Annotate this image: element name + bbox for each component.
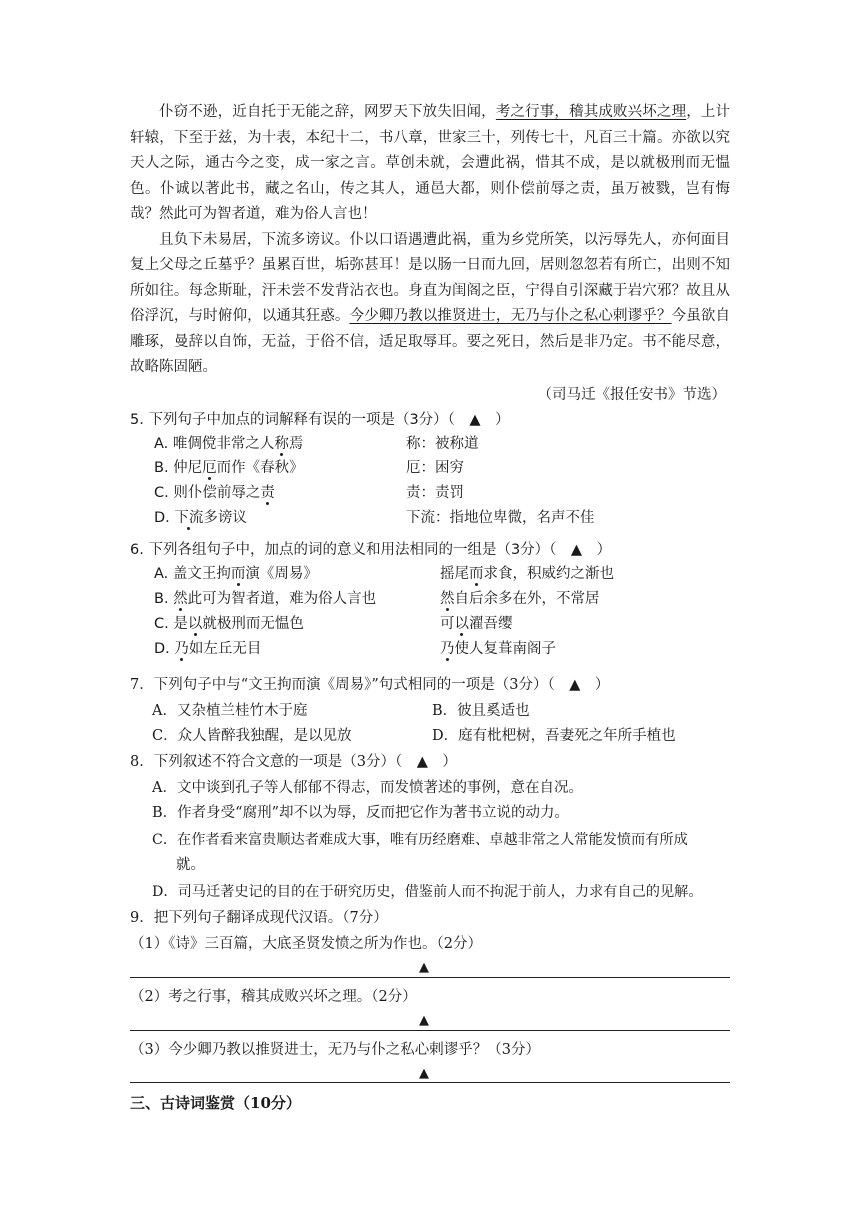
underlined-sentence-1: 考之行事，稽其成败兴坏之理 [495,104,687,120]
q6-option-b-compare: 然自后余多在外，不常居 [440,591,600,607]
q8-option-a: A．文中谈到孔子等人郁郁不得志，而发愤著述的事例，意在自况。 [152,780,583,796]
q5-option-d: D. 下流多谤议 [154,510,247,526]
q6-option-d-compare: 乃使人复葺南阁子 [440,641,556,657]
question-6-stem: 6. 下列各组句子中，加点的词的意义和用法相同的一组是（3分）（ ▲ ） [130,542,612,558]
q6-option-b: B. 然此可为智者道，难为俗人言也 [154,591,377,607]
question-7-stem: 7．下列句子中与“文王拘而演《周易》”句式相同的一项是（3分）（ ▲ ） [130,677,610,693]
passage-paragraph-2: 且负下未易居，下流多谤议。仆以口语遇遭此祸，重为乡党所笑，以污辱先人，亦何面目复上父母之丘墓乎？虽累百世，垢弥甚耳！是以肠一日而九回，居则忽忽若有所亡，出则不知所如往。每念斯耻，汗未尝不发背沾衣也。身直为闺阁之臣，宁得自引深藏于岩穴邪？故且从俗浮沉，与时俯仰，以通其狂惑。今少卿乃教以推贤进士，无乃与仆之私心剌谬乎？今虽欲自雕琢，曼辞以自饰，无益，于俗不信，适足取辱耳。要之死日，然后是非乃定。书不能尽意，故略陈固陋。 [130,231,731,375]
answer-mark-3: ▲ [419,1066,429,1081]
q8-option-c-continued: 就。 [176,857,205,873]
q5-option-d-explain: 下流：指地位卑微，名声不佳 [406,510,595,526]
q6-option-a: A. 盖文王拘而演《周易》 [154,566,318,582]
question-5-stem: 5. 下列句子中加点的词解释有误的一项是（3分）（ ▲ ） [130,412,510,428]
q8-option-d: D．司马迁著史记的目的在于研究历史，借鉴前人而不拘泥于前人，力求有自己的见解。 [152,884,703,900]
q8-option-c: C．在作者看来富贵顺达者难成大事，唯有历经磨难、卓越非常之人常能发愤而有所成 [152,832,688,848]
q9-sentence-1: （1）《诗》三百篇，大底圣贤发愤之所为作也。（2分） [130,936,482,952]
q6-option-c-compare: 可以濯吾缨 [440,616,513,632]
section-3-heading: 三、古诗词鉴赏（10分） [130,1094,301,1112]
q5-option-b: B. 仲尼厄而作《春秋》 [154,460,304,476]
q5-option-a-explain: 称：被称道 [406,436,479,452]
q6-option-a-compare: 摇尾而求食，积威约之渐也 [440,566,614,582]
q7-option-b: B．彼且奚适也 [432,703,530,719]
answer-line-1 [130,977,730,978]
q8-option-b: B．作者身受“腐刑”却不以为辱，反而把它作为著书立说的动力。 [152,805,569,821]
q7-option-c: C．众人皆醉我独醒，是以见放 [152,728,352,744]
q7-option-a: A．又杂植兰桂竹木于庭 [152,703,308,719]
passage-source: （司马迁《报任安书》节选） [537,386,726,403]
q5-option-a: A. 唯倜傥非常之人称焉 [154,436,304,452]
passage [130,100,730,408]
q5-option-b-explain: 厄：困穷 [406,460,464,476]
q6-option-d: D. 乃如左丘无目 [154,641,262,657]
answer-mark-2: ▲ [419,1013,429,1028]
q9-sentence-3: （3）今少卿乃教以推贤进士，无乃与仆之私心剌谬乎？（3分） [130,1042,540,1058]
q9-sentence-2: （2）考之行事，稽其成败兴坏之理。（2分） [130,989,417,1005]
q6-option-c: C. 是以就极刑而无愠色 [154,616,304,632]
q5-option-c-explain: 责：责罚 [406,485,464,501]
q7-option-d: D．庭有枇杷树，吾妻死之年所手植也 [432,728,676,744]
answer-line-3 [130,1082,730,1083]
passage-paragraph-1: 仆窃不逊，近自托于无能之辞，网罗天下放失旧闻，考之行事，稽其成败兴坏之理，上计轩辕，下至于兹，为十表，本纪十二，书八章，世家三十，列传七十，凡百三十篇。亦欲以究天人之际，通古今之变，成一家之言。草创未就，会遭此祸，惜其不成，是以就极刑而无愠色。仆诚以著此书，藏之名山，传之其人，通邑大都，则仆偿前辱之责，虽万被戮，岂有悔哉？然此可为智者道，难为俗人言也！ [130,104,731,222]
answer-line-2 [130,1030,730,1031]
answer-mark-1: ▲ [419,960,429,975]
underlined-sentence-2: 今少卿乃教以推贤进士，无乃与仆之私心剌谬乎？ [349,308,672,324]
question-8-stem: 8．下列叙述不符合文意的一项是（3分）（ ▲ ） [130,754,457,770]
q5-option-c: C. 则仆偿前辱之责 [154,485,275,501]
question-9-stem: 9．把下列句子翻译成现代汉语。（7分） [130,910,388,926]
